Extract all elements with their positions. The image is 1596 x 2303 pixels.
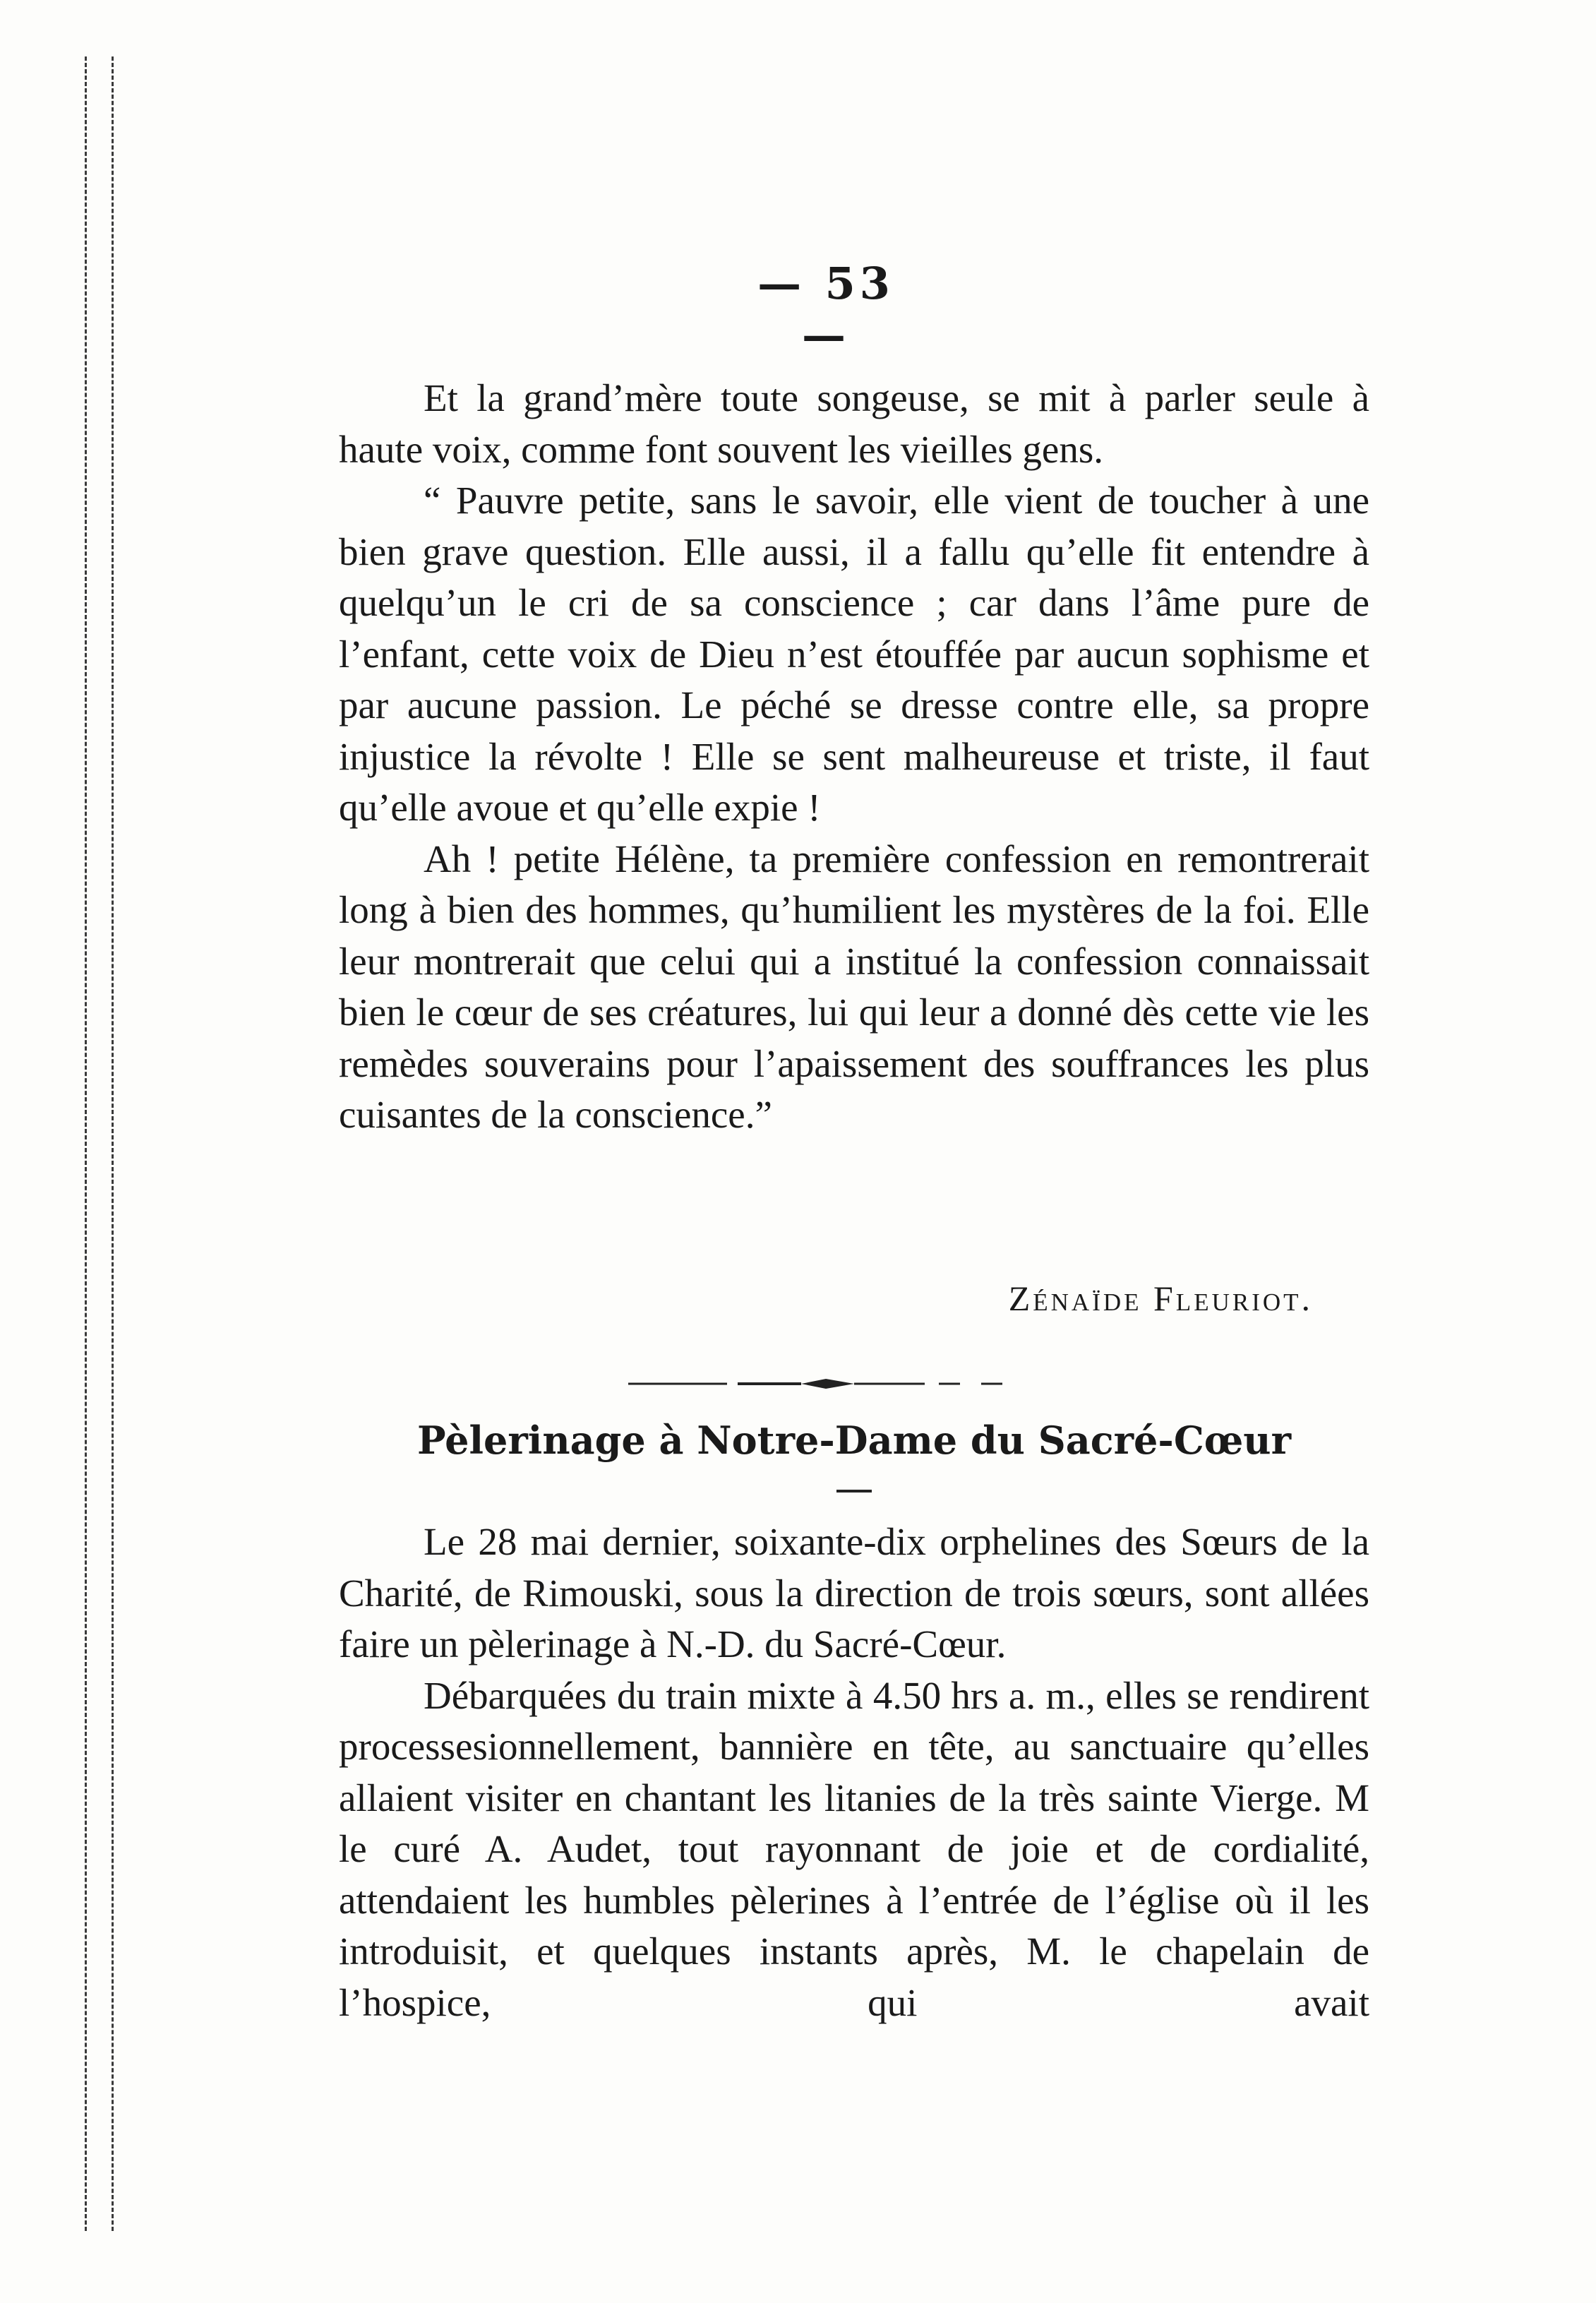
binding-line <box>85 56 87 2231</box>
paragraph: Le 28 mai dernier, soixante-dix orphelines des Sœurs de la Charité, de Rimouski, sous la direction de trois sœurs, sont allées faire un pèlerinage à N.-D. du Sacré-Cœur. <box>339 1520 1369 1665</box>
author-name: Zénaïde Fleuriot. <box>1008 1279 1313 1318</box>
paragraph: “ Pauvre petite, sans le savoir, elle vient de toucher à une bien grave question. Elle aussi, il a fallu qu’elle fit entendre à quelqu’un le cri de sa conscience ; car dans l’âme pure de l’enfant, cette voix de Dieu n’est étouffée par aucun sophisme et par aucune passion. Le péché se dresse contre elle, sa propre injustice la révolte ! Elle se sent malheureuse et triste, il faut qu’elle avoue et qu’elle expie ! <box>339 479 1369 829</box>
page-number: — 53 — <box>757 258 894 361</box>
binding-edge-decoration <box>78 56 141 2231</box>
author-signature <box>339 1278 1313 1319</box>
body-text-bottom <box>339 1517 1369 2028</box>
title-underline <box>836 1490 872 1493</box>
body-text-top <box>339 373 1369 1141</box>
paragraph: Et la grand’mère toute songeuse, se mit à parler seule à haute voix, comme font souvent les vieilles gens. <box>339 376 1369 471</box>
ornamental-divider <box>621 1373 1045 1394</box>
section-title: Pèlerinage à Notre-Dame du Sacré-Cœur <box>416 1418 1292 1463</box>
binding-line <box>112 56 114 2231</box>
paragraph: Ah ! petite Hélène, ta première confession en remontrerait long à bien des hommes, qu’humilient les mystères de la foi. Elle leur montrerait que celui qui a institué la confession connaissait bien le cœur de ses créatures, lui qui leur a donné dès cette vie les remèdes souverains pour l’apaissement des souffrances les plus cuisantes de la conscience.” <box>339 837 1369 1136</box>
paragraph: Débarquées du train mixte à 4.50 hrs a. m., elles se rendirent processesionnellement, bannière en tête, au sanctuaire qu’elles allaient visiter en chantant les litanies de la très sainte Vierge. M le curé A. Audet, tout rayonnant de joie et de cordialité, attendaient les humbles pèlerines à l’entrée de l’église où il les introduisit, et quelques instants après, M. le chapelain de l’hospice, qui avait <box>339 1673 1369 2024</box>
